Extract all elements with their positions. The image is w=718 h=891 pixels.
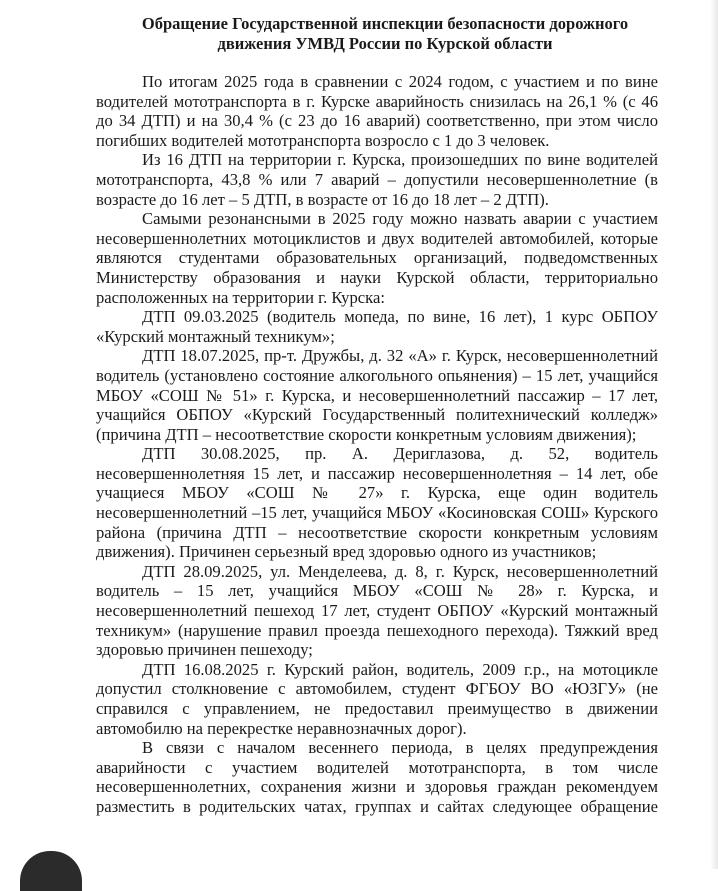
paragraph-accident-3: ДТП 30.08.2025, пр. А. Дериглазова, д. 52, водитель несовершеннолетняя 15 лет, и пассажир несовершеннолетняя – 14 лет, обе учащиеся МБОУ «СОШ № 27» г. Курска, еще один водитель несовершеннолетний –15 лет, учащийся МБОУ «Косиновская СОШ» Курского района (причина ДТП – несоответствие скорости конкретным условиям движения). Причинен серьезный вред здоровью одного из участников; bbox=[96, 444, 658, 562]
paragraph-resonant-accidents: Самыми резонансными в 2025 году можно назвать аварии с участием несовершеннолетних мотоциклистов и двух водителей автомобилей, которые являются студентами образовательных организаций, подведомственных Министерству образования и науки Курской области, территориально расположенных на территории г. Курска: bbox=[96, 209, 658, 307]
paragraph-statistics: По итогам 2025 года в сравнении с 2024 годом, с участием и по вине водителей мототранспорта в г. Курске аварийность снизилась на 26,1 % (с 46 до 34 ДТП) и на 30,4 % (с 23 до 16 аварий) соответственно, при этом число погибших водителей мототранспорта возросло с 1 до 3 человек. bbox=[96, 72, 658, 150]
paragraph-accident-5: ДТП 16.08.2025 г. Курский район, водитель, 2009 г.р., на мотоцикле допустил столкновение с автомобилем, студент ФГБОУ ВО «ЮЗГУ» (не справился с управлением, не предоставил преимущество в движении автомобилю на перекрестке неравнозначных дорог). bbox=[96, 659, 658, 738]
document-body bbox=[96, 72, 658, 817]
paragraph-recommendation: В связи с началом весеннего периода, в целях предупреждения аварийности с участием водителей мототранспорта, в том числе несовершеннолетних, сохранения жизни и здоровья граждан рекомендуем разместить в родительских чатах, группах и сайтах следующее обращение bbox=[96, 738, 658, 816]
paragraph-accident-4: ДТП 28.09.2025, ул. Менделеева, д. 8, г. Курск, несовершеннолетний водитель – 15 лет, учащийся МБОУ «СОШ № 28» г. Курска, и несовершеннолетний пешеход 17 лет, студент ОБПОУ «Курский монтажный техникум» (нарушение правил проезда пешеходного перехода). Тяжкий вред здоровью причинен пешеходу; bbox=[96, 561, 658, 660]
paragraph-accident-1: ДТП 09.03.2025 (водитель мопеда, по вине, 16 лет), 1 курс ОБПОУ «Курский монтажный техникум»; bbox=[96, 307, 658, 346]
paragraph-minors-share: Из 16 ДТП на территории г. Курска, произошедших по вине водителей мототранспорта, 43,8 % или 7 аварий – допустили несовершеннолетние (в возрасте до 16 лет – 5 ДТП, в возрасте от 16 до 18 лет – 2 ДТП). bbox=[96, 150, 658, 209]
title-line-1: Обращение Государственной инспекции безопасности дорожного bbox=[141, 14, 629, 33]
paragraph-accident-2: ДТП 18.07.2025, пр-т. Дружбы, д. 32 «А» г. Курск, несовершеннолетний водитель (установлено состояние алкогольного опьянения) – 15 лет, учащийся МБОУ «СОШ № 51» г. Курска, и несовершеннолетний пассажир – 17 лет, учащийся ОБПОУ «Курский Государственный политехнический колледж» (причина ДТП – несоответствие скорости конкретным условиям движения); bbox=[96, 346, 658, 444]
page-edge-shadow bbox=[710, 0, 718, 869]
overlay-shape bbox=[20, 851, 82, 891]
title-line-2: движения УМВД России по Курской области bbox=[217, 34, 553, 53]
document-title bbox=[110, 14, 660, 54]
